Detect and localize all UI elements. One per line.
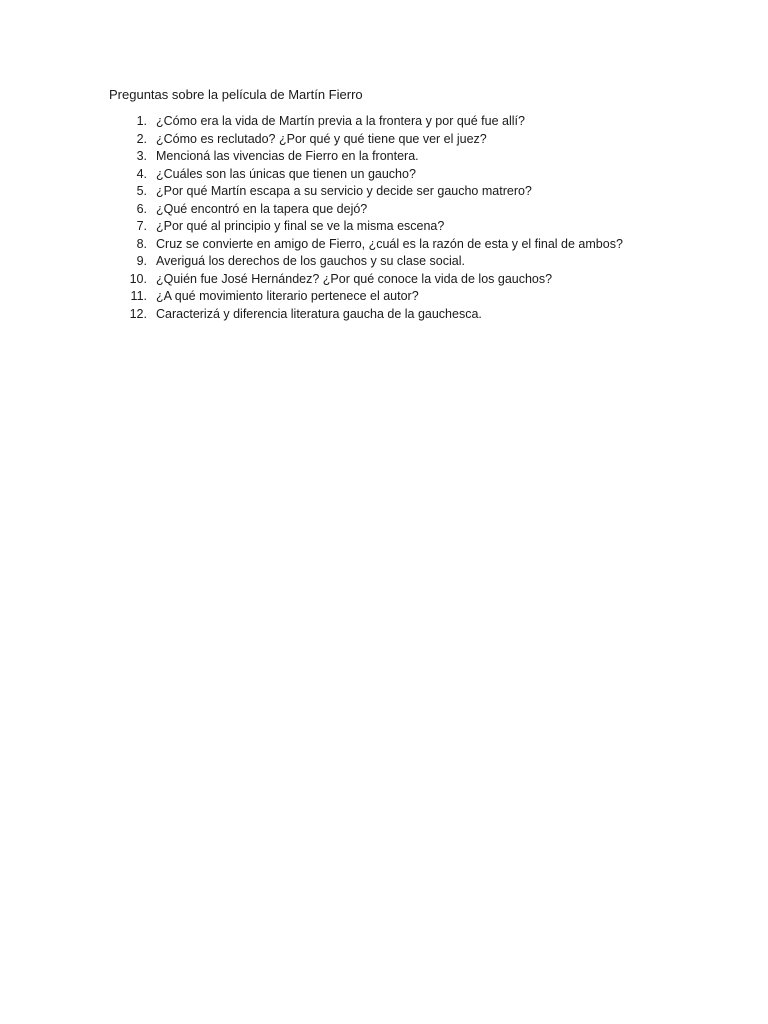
question-number: 8. [136,236,147,251]
question-number: 6. [136,201,147,216]
question-number: 10. [129,271,147,286]
question-number: 5. [136,184,147,198]
question-text: ¿Cómo era la vida de Martín previa a la frontera y por qué fue allí? [156,114,525,128]
question-text: ¿Quién fue José Hernández? ¿Por qué conoce la vida de los gauchos? [156,271,553,286]
question-number: 3. [136,149,147,163]
question-number: 4. [136,166,147,181]
question-text: Caracterizá y diferencia literatura gaucha de la gauchesca. [156,306,482,321]
question-number: 1. [136,114,147,128]
question-number: 9. [136,254,147,268]
question-number: 2. [136,131,147,146]
question-number: 7. [136,219,147,233]
question-text: Mencioná las vivencias de Fierro en la frontera. [156,149,419,163]
question-text: ¿A qué movimiento literario pertenece el autor? [156,289,419,303]
question-text: ¿Qué encontró en la tapera que dejó? [156,201,368,216]
question-text: ¿Cuáles son las únicas que tienen un gaucho? [156,166,416,181]
document-title: Preguntas sobre la película de Martín Fierro [109,87,363,102]
question-text: ¿Cómo es reclutado? ¿Por qué y qué tiene que ver el juez? [156,131,487,146]
question-text: Cruz se convierte en amigo de Fierro, ¿cuál es la razón de esta y el final de ambos? [156,236,623,251]
question-text: ¿Por qué al principio y final se ve la misma escena? [156,219,445,233]
question-number: 12. [129,306,147,321]
question-text: Averiguá los derechos de los gauchos y su clase social. [156,254,465,268]
question-number: 11. [130,289,147,303]
question-text: ¿Por qué Martín escapa a su servicio y decide ser gaucho matrero? [156,184,532,198]
